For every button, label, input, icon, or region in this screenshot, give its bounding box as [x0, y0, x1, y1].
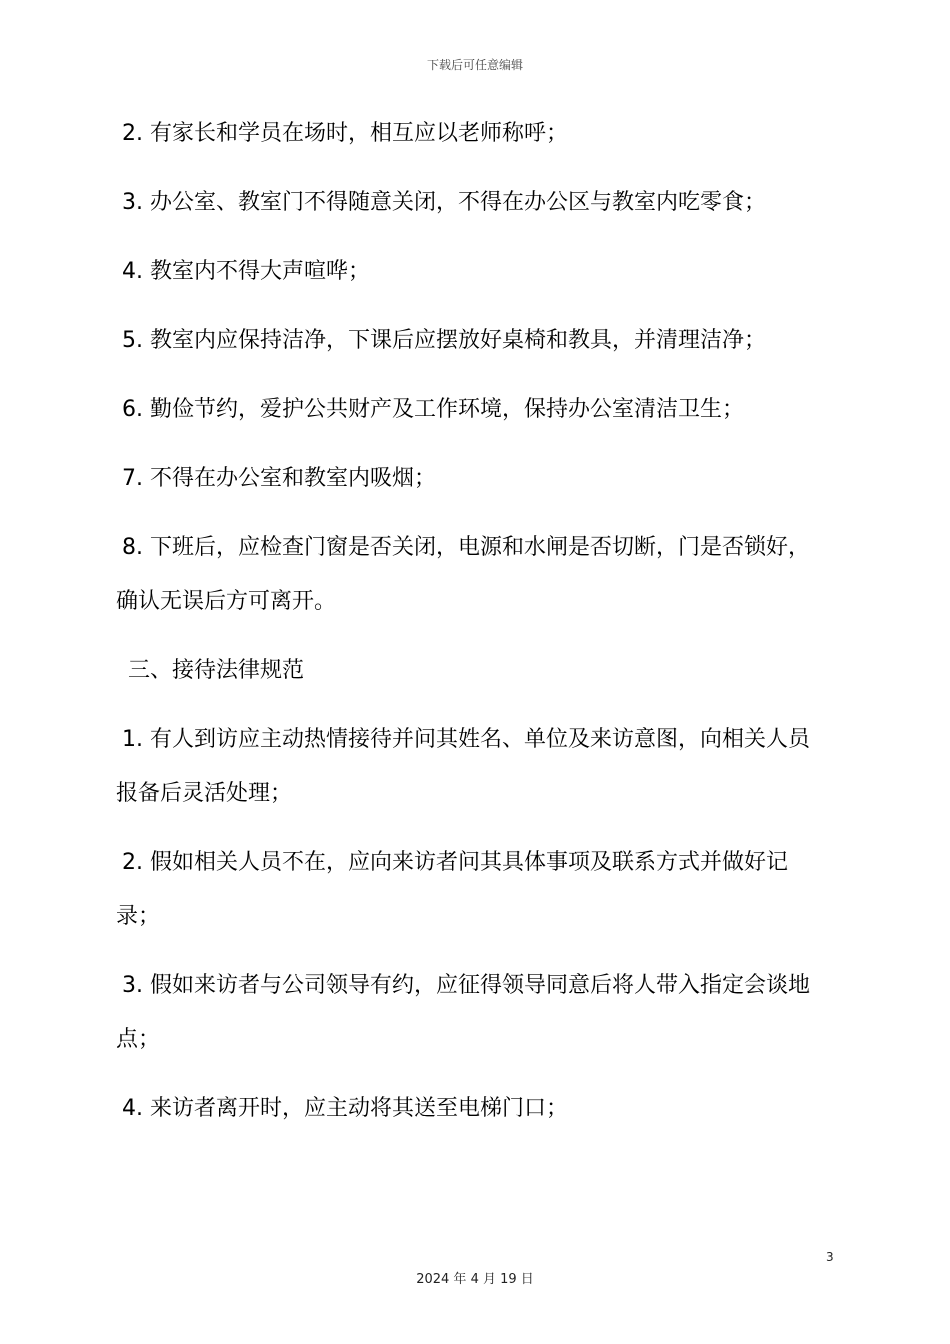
list-item: 4. 教室内不得大声喧哗； [122, 259, 370, 284]
page-header: 下载后可任意编辑 [426, 58, 523, 72]
list-item: 4. 来访者离开时，应主动将其送至电梯门口； [122, 1096, 568, 1121]
list-item: 7. 不得在办公室和教室内吸烟； [122, 466, 436, 491]
list-item: 2. 假如相关人员不在，应向来访者问其具体事项及联系方式并做好记录； [116, 850, 788, 929]
page-number: 3 [826, 1250, 834, 1264]
section-heading: 三、接待法律规范 [128, 658, 305, 683]
list-item: 5. 教室内应保持洁净，下课后应摆放好桌椅和教具，并清理洁净； [122, 328, 766, 353]
page-footer-date: 2024 年 4 月 19 日 [416, 1272, 534, 1287]
list-item: 1. 有人到访应主动热情接待并问其姓名、单位及来访意图，向相关人员报备后灵活处理； [116, 727, 810, 806]
document-body [116, 107, 828, 1151]
list-item: 6. 勤俭节约，爱护公共财产及工作环境，保持办公室清洁卫生； [122, 397, 744, 422]
list-item: 3. 假如来访者与公司领导有约，应征得领导同意后将人带入指定会谈地点； [116, 973, 810, 1052]
list-item: 8. 下班后，应检查门窗是否关闭，电源和水闸是否切断，门是否锁好，确认无误后方可离开。 [116, 535, 810, 614]
list-item: 3. 办公室、教室门不得随意关闭，不得在办公区与教室内吃零食； [122, 190, 766, 215]
list-item: 2. 有家长和学员在场时，相互应以老师称呼； [122, 121, 568, 146]
